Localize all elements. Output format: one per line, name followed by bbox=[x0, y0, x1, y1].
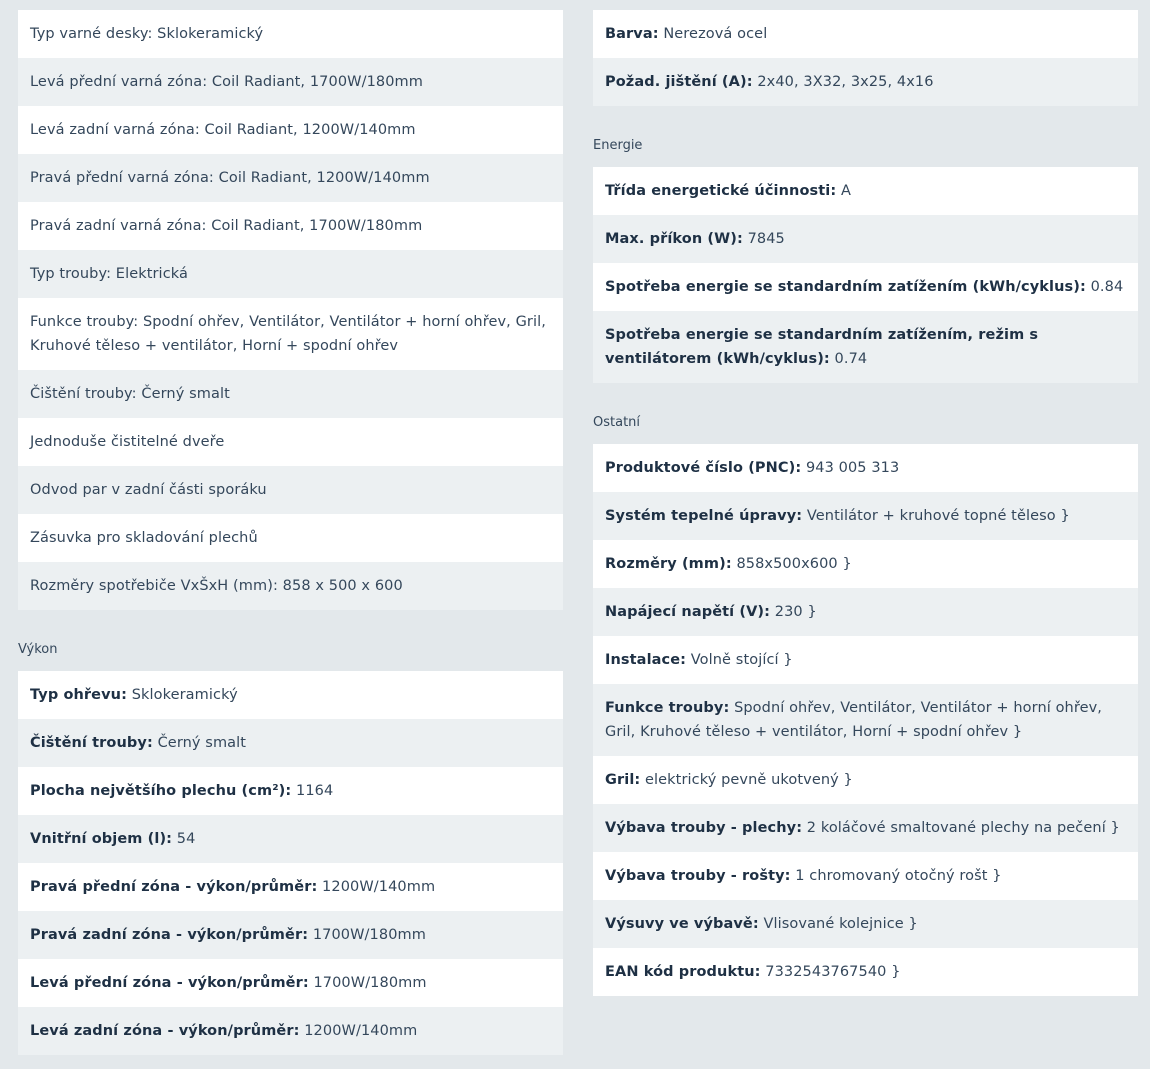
spec-value: 230 } bbox=[770, 604, 817, 620]
spec-label: Pravá zadní zóna - výkon/průměr: bbox=[30, 927, 309, 943]
spec-value: 0.74 bbox=[829, 351, 868, 367]
spec-text: Odvod par v zadní části sporáku bbox=[30, 482, 267, 498]
spec-row bbox=[18, 58, 563, 106]
spec-text: Pravá přední varná zóna: Coil Radiant, 1200W/140mm bbox=[30, 170, 430, 186]
spec-text: Rozměry spotřebiče VxŠxH (mm): 858 x 500 x 600 bbox=[30, 578, 403, 594]
spec-row bbox=[18, 767, 563, 815]
spec-row bbox=[593, 10, 1138, 58]
spec-row bbox=[18, 671, 563, 719]
spec-value: 1 chromovaný otočný rošt } bbox=[790, 868, 1002, 884]
spec-value: Vlisované kolejnice } bbox=[758, 916, 918, 932]
spec-row bbox=[593, 636, 1138, 684]
spec-row bbox=[593, 756, 1138, 804]
spec-row bbox=[18, 863, 563, 911]
spec-text bbox=[605, 816, 1120, 840]
spec-row bbox=[18, 514, 563, 562]
spec-row bbox=[593, 540, 1138, 588]
left-column bbox=[18, 10, 563, 1055]
spec-label: Funkce trouby: bbox=[605, 700, 730, 716]
spec-row bbox=[18, 202, 563, 250]
spec-row bbox=[18, 562, 563, 610]
spec-label: Levá přední zóna - výkon/průměr: bbox=[30, 975, 309, 991]
spec-row bbox=[18, 959, 563, 1007]
spec-value: Sklokeramický bbox=[127, 687, 238, 703]
spec-text bbox=[30, 779, 333, 803]
section-title-vykon: Výkon bbox=[18, 642, 58, 657]
spec-value: Spodní ohřev, Ventilátor, Ventilátor + horní ohřev, Gril, Kruhové těleso + ventilátor, Horní + spodní ohřev } bbox=[605, 700, 1103, 740]
spec-text bbox=[605, 227, 785, 251]
spec-text bbox=[605, 696, 1126, 744]
spec-row bbox=[18, 1007, 563, 1055]
spec-value: 1164 bbox=[291, 783, 334, 799]
spec-label: Levá zadní zóna - výkon/průměr: bbox=[30, 1023, 300, 1039]
spec-text bbox=[605, 768, 853, 792]
spec-value: 1700W/180mm bbox=[308, 975, 427, 991]
spec-text: Typ trouby: Elektrická bbox=[30, 266, 188, 282]
spec-text bbox=[605, 552, 852, 576]
spec-label: Plocha největšího plechu (cm²): bbox=[30, 783, 292, 799]
spec-text bbox=[605, 864, 1002, 888]
spec-row bbox=[593, 167, 1138, 215]
spec-label: Napájecí napětí (V): bbox=[605, 604, 771, 620]
spec-value: elektrický pevně ukotvený } bbox=[640, 772, 853, 788]
spec-label: Pravá přední zóna - výkon/průměr: bbox=[30, 879, 318, 895]
spec-value: 7332543767540 } bbox=[760, 964, 901, 980]
spec-label: Typ ohřevu: bbox=[30, 687, 127, 703]
spec-text bbox=[605, 323, 1126, 371]
spec-text bbox=[30, 683, 238, 707]
spec-row bbox=[593, 948, 1138, 996]
spec-label: Gril: bbox=[605, 772, 641, 788]
spec-text bbox=[30, 923, 426, 947]
spec-row bbox=[593, 852, 1138, 900]
ostatni-spec-list bbox=[593, 444, 1138, 996]
spec-text bbox=[605, 504, 1070, 528]
spec-label: Požad. jištění (A): bbox=[605, 74, 753, 90]
spec-value: 1700W/180mm bbox=[308, 927, 426, 943]
section-title-energie: Energie bbox=[593, 138, 643, 153]
vykon-spec-list bbox=[18, 671, 563, 1055]
spec-row bbox=[18, 911, 563, 959]
spec-text: Jednoduše čistitelné dveře bbox=[30, 434, 225, 450]
spec-text bbox=[30, 827, 195, 851]
spec-label: Výsuvy ve výbavě: bbox=[605, 916, 759, 932]
spec-value: Černý smalt bbox=[152, 735, 247, 751]
spec-value: Nerezová ocel bbox=[658, 26, 768, 42]
spec-value: 54 bbox=[172, 831, 196, 847]
spec-value: 2x40, 3X32, 3x25, 4x16 bbox=[752, 74, 934, 90]
spec-text: Funkce trouby: Spodní ohřev, Ventilátor, Ventilátor + horní ohřev, Gril, Kruhové těleso + ventilátor, Horní + spodní ohřev bbox=[30, 314, 546, 354]
spec-label: Spotřeba energie se standardním zatížením (kWh/cyklus): bbox=[605, 279, 1086, 295]
spec-row bbox=[593, 684, 1138, 756]
spec-label: Výbava trouby - rošty: bbox=[605, 868, 791, 884]
spec-label: Výbava trouby - plechy: bbox=[605, 820, 803, 836]
spec-row bbox=[18, 719, 563, 767]
general-spec-list bbox=[18, 10, 563, 610]
spec-label: Rozměry (mm): bbox=[605, 556, 732, 572]
spec-row bbox=[18, 154, 563, 202]
spec-text bbox=[30, 1019, 417, 1043]
spec-text bbox=[30, 875, 435, 899]
spec-value: 943 005 313 bbox=[801, 460, 900, 476]
spec-label: Spotřeba energie se standardním zatížením, režim s ventilátorem (kWh/cyklus): bbox=[605, 327, 1039, 367]
spec-text: Čištění trouby: Černý smalt bbox=[30, 386, 230, 402]
spec-row bbox=[593, 58, 1138, 106]
spec-text bbox=[605, 70, 934, 94]
spec-row bbox=[593, 311, 1138, 383]
right-column bbox=[593, 10, 1138, 996]
spec-row bbox=[593, 263, 1138, 311]
top-spec-list bbox=[593, 10, 1138, 106]
spec-label: Produktové číslo (PNC): bbox=[605, 460, 802, 476]
spec-text bbox=[605, 275, 1123, 299]
spec-text: Levá přední varná zóna: Coil Radiant, 1700W/180mm bbox=[30, 74, 423, 90]
spec-text bbox=[30, 731, 246, 755]
spec-value: Ventilátor + kruhové topné těleso } bbox=[802, 508, 1070, 524]
energie-spec-list bbox=[593, 167, 1138, 383]
spec-label: Čištění trouby: bbox=[30, 735, 153, 751]
spec-text bbox=[605, 22, 767, 46]
spec-label: EAN kód produktu: bbox=[605, 964, 761, 980]
spec-value: 1200W/140mm bbox=[299, 1023, 418, 1039]
spec-value: 0.84 bbox=[1085, 279, 1124, 295]
spec-text: Typ varné desky: Sklokeramický bbox=[30, 26, 264, 42]
spec-text bbox=[30, 971, 427, 995]
spec-value: 2 koláčové smaltované plechy na pečení } bbox=[802, 820, 1120, 836]
spec-row bbox=[18, 10, 563, 58]
spec-label: Třída energetické účinnosti: bbox=[605, 183, 837, 199]
spec-text bbox=[605, 960, 901, 984]
spec-row bbox=[18, 815, 563, 863]
spec-value: 7845 bbox=[742, 231, 785, 247]
spec-label: Systém tepelné úpravy: bbox=[605, 508, 803, 524]
spec-row bbox=[18, 298, 563, 370]
spec-text bbox=[605, 912, 918, 936]
spec-row bbox=[18, 370, 563, 418]
spec-value: 858x500x600 } bbox=[731, 556, 852, 572]
spec-row bbox=[593, 900, 1138, 948]
spec-row bbox=[18, 466, 563, 514]
spec-row bbox=[593, 492, 1138, 540]
spec-text bbox=[605, 600, 817, 624]
spec-text: Pravá zadní varná zóna: Coil Radiant, 1700W/180mm bbox=[30, 218, 423, 234]
spec-label: Vnitřní objem (l): bbox=[30, 831, 173, 847]
spec-text bbox=[605, 456, 899, 480]
spec-value: A bbox=[836, 183, 851, 199]
spec-row bbox=[18, 418, 563, 466]
spec-row bbox=[18, 106, 563, 154]
spec-label: Barva: bbox=[605, 26, 659, 42]
spec-value: 1200W/140mm bbox=[317, 879, 436, 895]
spec-text: Levá zadní varná zóna: Coil Radiant, 1200W/140mm bbox=[30, 122, 416, 138]
spec-text: Zásuvka pro skladování plechů bbox=[30, 530, 258, 546]
spec-row bbox=[593, 588, 1138, 636]
spec-row bbox=[593, 444, 1138, 492]
spec-label: Instalace: bbox=[605, 652, 687, 668]
spec-row bbox=[593, 804, 1138, 852]
spec-value: Volně stojící } bbox=[686, 652, 793, 668]
spec-row bbox=[593, 215, 1138, 263]
spec-text bbox=[605, 179, 851, 203]
spec-label: Max. příkon (W): bbox=[605, 231, 743, 247]
spec-row bbox=[18, 250, 563, 298]
section-title-ostatni: Ostatní bbox=[593, 415, 641, 430]
spec-text bbox=[605, 648, 793, 672]
